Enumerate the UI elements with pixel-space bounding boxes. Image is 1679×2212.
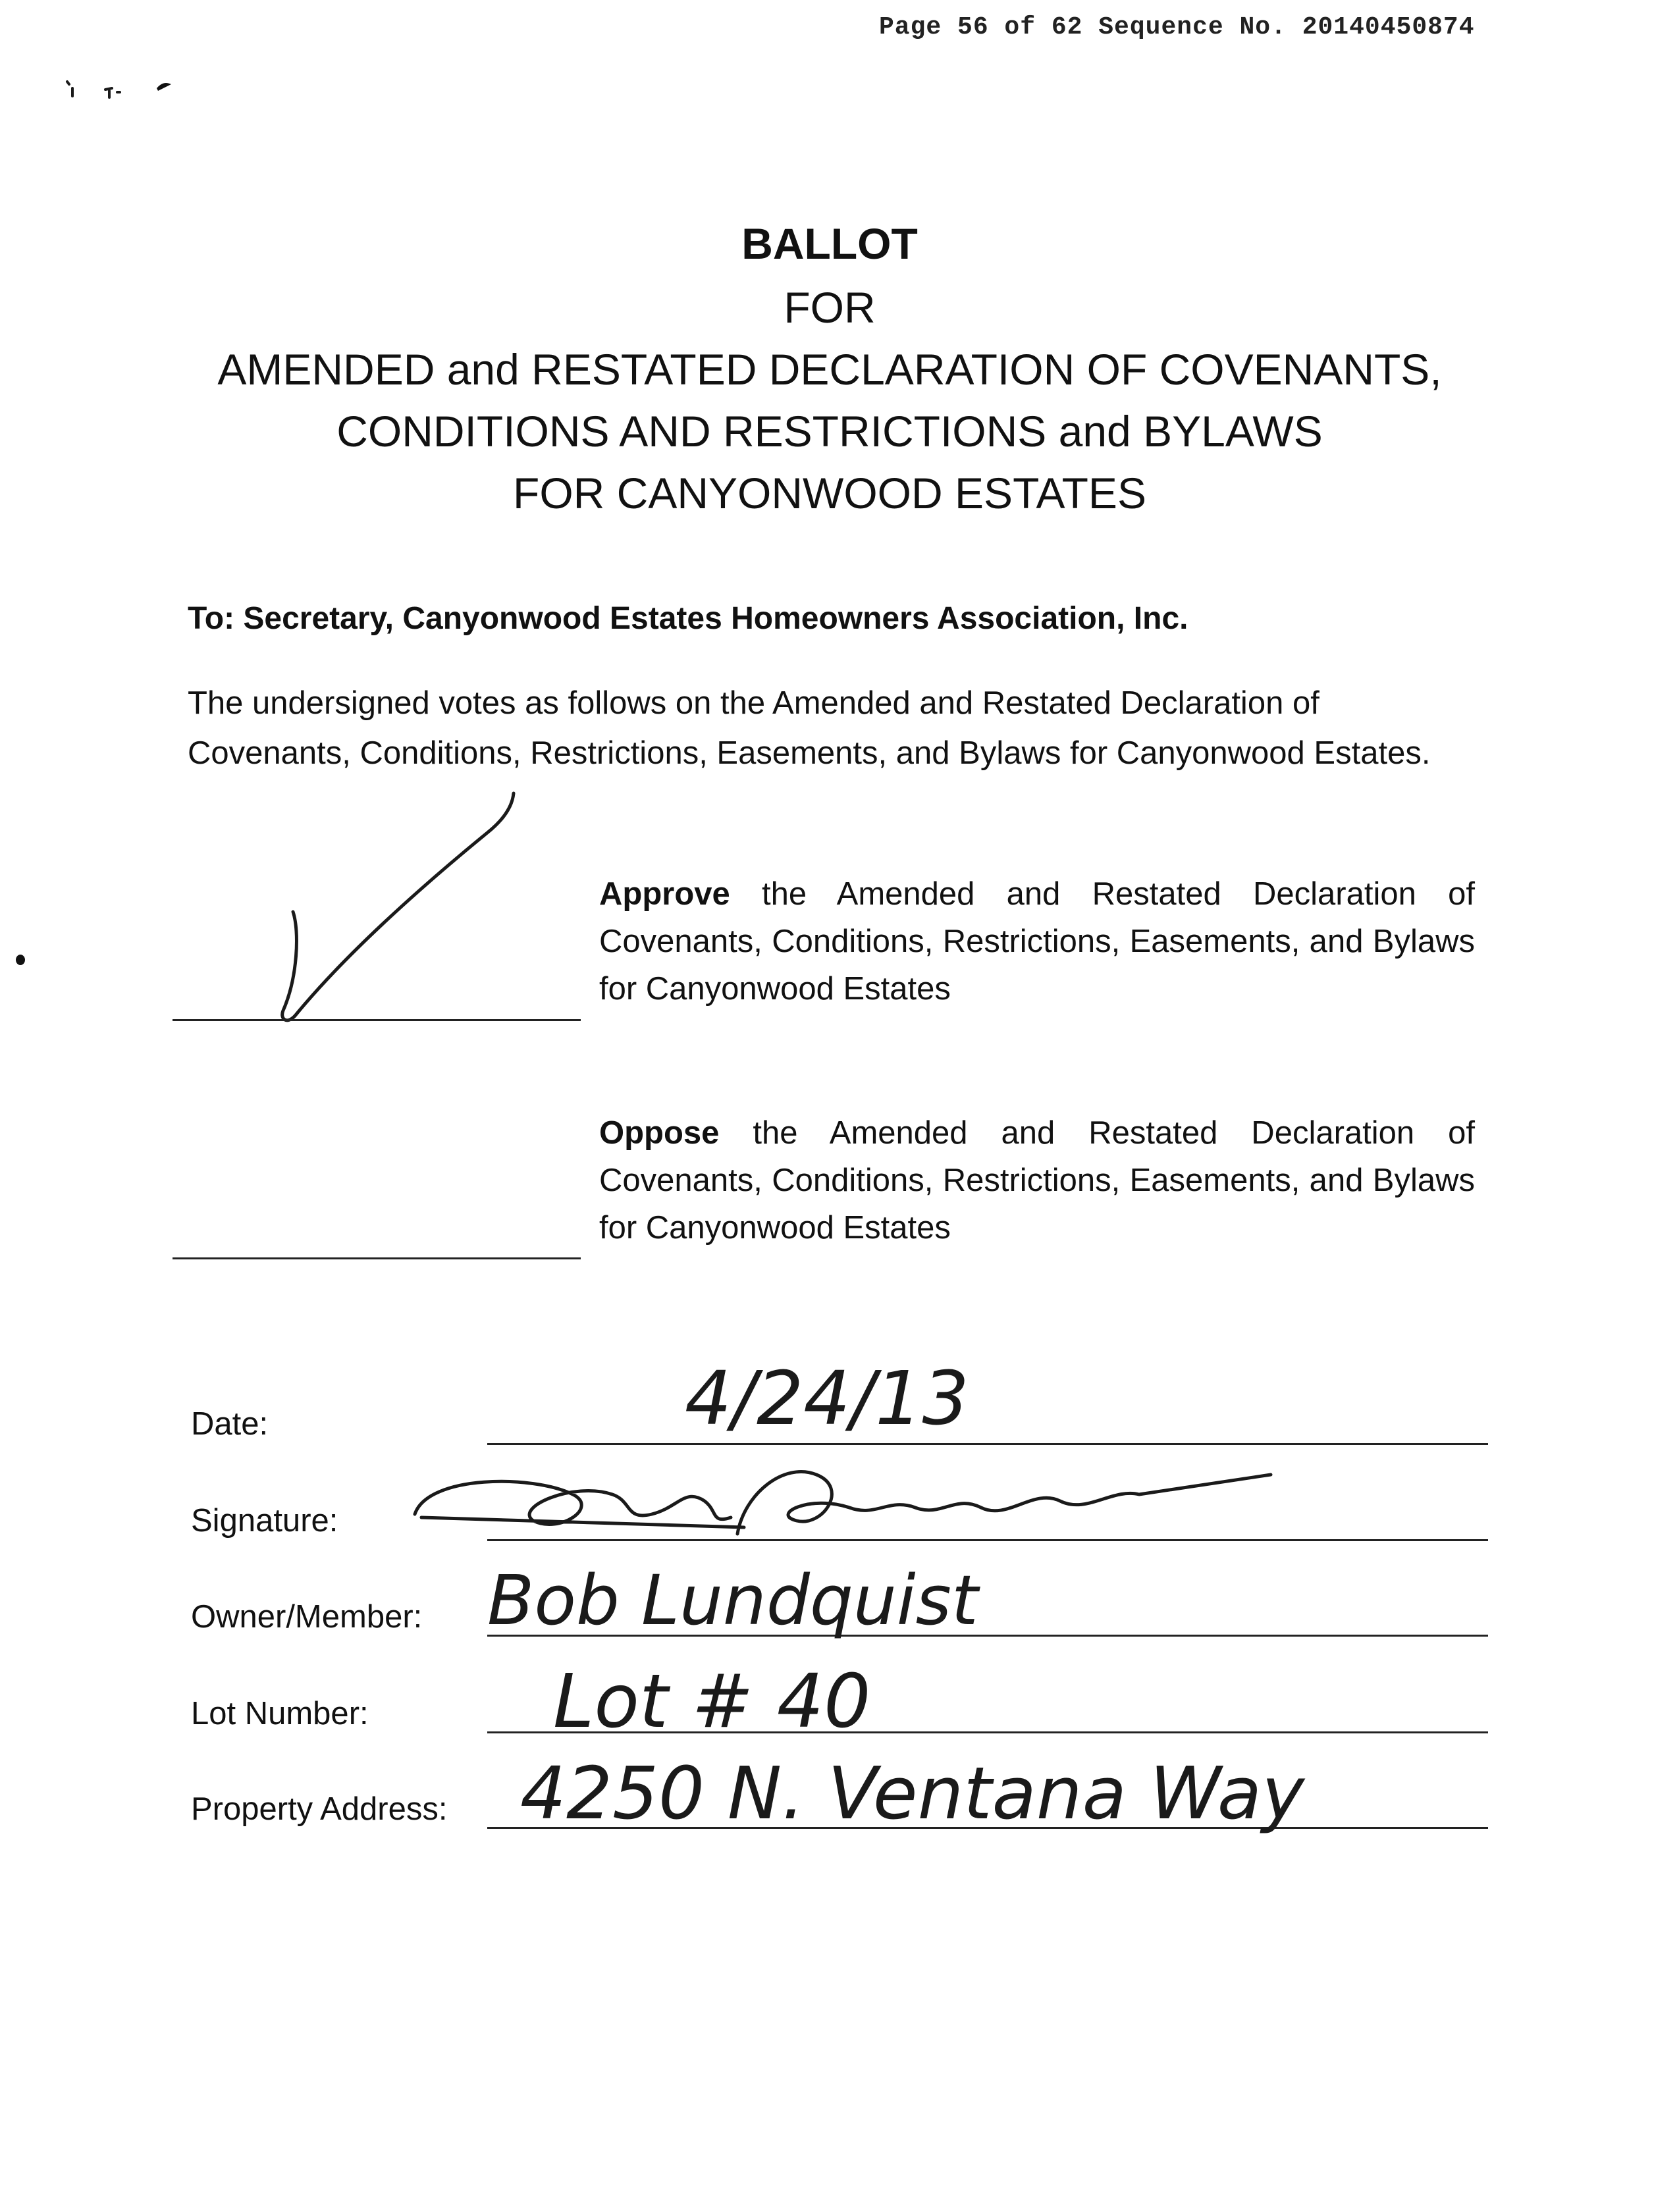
checkmark-icon — [263, 780, 606, 1043]
oppose-description: the Amended and Restated Declaration of Covenants, Conditions, Restrictions, Easements, and Bylaws for Canyonwood Estates — [599, 1115, 1475, 1246]
approve-description: the Amended and Restated Declaration of Covenants, Conditions, Restrictions, Easements, and Bylaws for Canyonwood Estates — [599, 876, 1475, 1007]
approve-option-text — [599, 870, 1475, 1013]
address-value: 4250 N. Ventana Way — [520, 1751, 1305, 1835]
handwritten-signature-icon — [402, 1435, 1310, 1560]
oppose-option-text — [599, 1109, 1475, 1251]
address-label: Property Address: — [191, 1791, 448, 1827]
oppose-vote-line[interactable] — [173, 1257, 581, 1259]
date-label: Date: — [191, 1406, 269, 1442]
owner-value: Bob Lundquist — [487, 1560, 978, 1641]
approve-keyword: Approve — [599, 876, 730, 912]
owner-label: Owner/Member: — [191, 1599, 423, 1635]
date-value: 4/24/13 — [685, 1356, 969, 1442]
title-line-canyonwood: FOR CANYONWOOD ESTATES — [513, 469, 1146, 517]
ballot-title-block — [132, 211, 1528, 524]
title-for: FOR — [784, 283, 876, 332]
lot-value: Lot # 40 — [553, 1659, 871, 1745]
page-sequence-header: Page 56 of 62 Sequence No. 20140450874 — [879, 13, 1475, 41]
oppose-keyword: Oppose — [599, 1115, 720, 1151]
signature-label: Signature: — [191, 1503, 338, 1539]
title-line-amended: AMENDED and RESTATED DECLARATION OF COVENANTS, — [217, 345, 1442, 394]
title-line-conditions: CONDITIONS AND RESTRICTIONS and BYLAWS — [336, 407, 1323, 456]
ballot-heading: BALLOT — [741, 219, 918, 268]
scan-specks-icon — [59, 72, 191, 112]
addressee-line: To: Secretary, Canyonwood Estates Homeowners Association, Inc. — [188, 601, 1188, 636]
scan-dot-icon — [16, 955, 25, 965]
intro-paragraph: The undersigned votes as follows on the Amended and Restated Declaration of Covenants, Conditions, Restrictions, Easements, and Bylaws for Canyonwood Estates. — [188, 685, 1431, 771]
approve-vote-line[interactable] — [173, 1019, 581, 1021]
lot-label: Lot Number: — [191, 1696, 369, 1731]
